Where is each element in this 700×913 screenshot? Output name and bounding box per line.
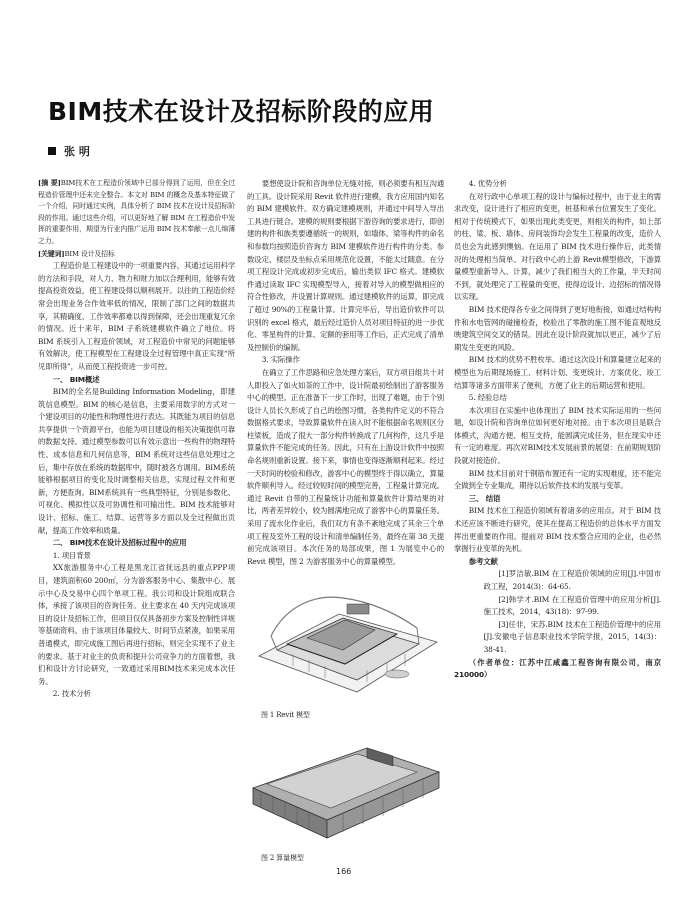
article-title: BIM技术在设计及招标阶段的应用 [48, 97, 435, 126]
keywords-text: BIM 设计及招标 [64, 249, 115, 258]
subsection-2-2-heading: 2. 技术分析 [52, 689, 91, 699]
reference-item: [2]韩学才.BIM 在工程造价管理中的应用分析[J].施工技术，2014，43(18)：97-99. [483, 594, 661, 617]
abstract [38, 178, 235, 248]
figure-1-revit-model [247, 574, 444, 707]
subsection-2-4-paragraph-2: BIM 技术使得各专业之间得到了更好地衔接，如通过结构构件和水电管网的碰撞检查，校验出了零散的施工图不能直观地反映建筑空间交叉的错误。因此在设计阶段就加以更正，减少了后期发生变更的风险。 [454, 304, 661, 352]
subsection-2-4-paragraph-1: 在对行政中心单项工程的设计与编标过程中，由于业主的需求改变，设计进行了相应的变更，桩基和承台位置发生了变化。相对于传统模式下，如果出现此类变更，则相关的构件，如上部的柱、梁、板、墙体、房间装饰均会发生工程量的改变，造价人员也会为此感到懊恼。在运用了 BIM 技术进行操作后，此类情况的处理相当简单。对行政中心的上游 Revit模型修改，下游算量模型重新导入、计算，减少了我们相当大的工作量，半天时间不到，就处理完了工程量的变更，使得边设计、边招标的情况得以实现。 [454, 191, 661, 302]
intro-paragraph: 工程造价是工程建设中的一项重要内容，其通过运用科学的方法和手段，对人力、物力和财力加以合理利用，能够有效提高投资效益，使工程建设得以顺利展开。以往的工程造价经常会出现业务合作效率低的情况，限制了部门之间的数据共享，其精确度、工作效率都难以得到保障，还会出现重复冗余的情况。近十来年，BIM 子系统建模软件确立了地位。将 BIM 系统引入工程造价领域，对工程造价中常见的问题能够有效解决，使工程模型在工程建设全过程管理中真正实现“所见即所得”，从而使工程投资进一步可控。 [38, 261, 235, 371]
subsection-2-5-heading: 5. 经验总结 [468, 393, 507, 403]
section-1-paragraph: BIM的全名是Building Information Modeling，即建筑信息模型。BIM 的核心是信息，主要采用数字的方式对一个建设项目的功能性和物理性进行表达。其既能为项目的信息共享提供一个资源平台，也能为项目建设的相关决策提供可靠的数据支持。通过模型参数可以有效示意出一些构件的物理特性、成本信息和几何信息等，BIM 系统对这些信息处理过之后，集中存放在系统的数据库中，随时被各方调用。BIM系统能够根据项目的变化及时调整相关信息，实现过程文件和更新，方便查询。BIM系统具有一些典型特征，分别是参数化、可视化、模拟性以及可协调性和可输出性。BIM 技术能够对设计、招标、施工、结算、运营等多方面以及全过程做出贡献，提高工作效率和质量。 [38, 387, 235, 535]
section-2-heading: 二、 BIM技术在设计及招标过程中的应用 [52, 538, 187, 548]
keywords-label: [关键词] [38, 249, 65, 258]
references-heading: 参考文献 [468, 556, 498, 566]
subsection-2-5-paragraph-1: 本次项目在实施中也体现出了 BIM 技术实际运用的一些问题，如设计院和咨询单位如何更好地对接。由于本次项目是联合体模式，沟通方便、相互支持，能圆满完成任务，但在现实中还有一定的难度。再次对BIM技术发展前景的展望：在前期规划阶段就对接造价。 [454, 405, 661, 466]
section-3-paragraph: BIM 技术在工程造价领域有着诸多的应用点。对于 BIM 技术还应该不断进行研究，使其在提高工程造价的总体水平方面发挥出更重要的作用。提前对 BIM 技术整合应用的企业，也必然掌握行业变革的先机。 [454, 506, 661, 554]
subsection-2-4-heading: 4. 优势分析 [468, 179, 507, 188]
revit-model-drawing [247, 574, 444, 702]
subsection-2-5-paragraph-2: BIM 技术目前对于钢筋布置还有一定的实现难度，还不能完全做到全专业集成，期待以后软件技术的发展与变革。 [454, 468, 661, 491]
abstract-label: [摘 要] [38, 179, 61, 187]
subsection-2-1-paragraph: XX旅游服务中心工程是黑龙江省抚远县的重点PPP项目，建筑面积60 200㎡，分为游客服务中心、集散中心、展示中心及交易中心四个单项工程。我公司和设计院组成联合体，承接了该项目的咨询任务。业主要求在 40 天内完成该项目的设计及招标工作，但项目仅仅具备初步方案及控制性详规等基础资料。由于该项目体量较大、时间节点紧凑，如果采用普通模式，即完成施工图后再进行招标，则完全实现不了业主的要求。基于对业主的负责和提升公司竞争力的方面着想，我们和设计方讨论研究，一致通过采用BIM技术来完成本次任务。 [38, 563, 235, 686]
author-affiliation: （作者单位：江苏中江咸鑫工程咨询有限公司，南京 210000） [454, 657, 661, 680]
square-bullet-icon [48, 147, 56, 155]
column-left [38, 178, 235, 701]
section-3-heading: 三、 结语 [468, 493, 501, 503]
quantity-model-drawing [247, 728, 444, 846]
subsection-2-3-heading: 3. 实际操作 [261, 355, 300, 365]
subsection-2-1-heading: 1. 项目背景 [52, 550, 91, 560]
figure-1-caption: 图 1 Revit 模型 [261, 711, 310, 719]
reference-item: [1]罗洁敏.BIM 在工程造价领域的应用[J].中国市政工程，2014(3)：64-65. [483, 569, 661, 591]
column-middle [247, 178, 444, 865]
keywords [38, 248, 235, 261]
section-1-heading: 一、 BIM概述 [52, 374, 100, 384]
reference-item: [3]任非，宋苏.BIM 技术在工程造价管理中的应用[J].安徽电子信息职业技术学院学报，2015，14(3)：38-41. [483, 619, 661, 654]
figure-2-caption: 图 2 算量模型 [261, 854, 304, 863]
figure-2-quantity-model [247, 728, 444, 851]
author-name: 张 明 [64, 145, 90, 158]
subsection-2-3-paragraph: 在确立了工作思路和应急处理方案后，双方项目组共十对人即投入了如火如荼的工作中，设计院最初绘制出了游客服务中心的模型。正在准备下一步工作时，出现了难题，由于个别设计人员长久形成了自己的绘图习惯，各类构件定义的不符合数据格式要求，导致算量软件在读入时不能根据命名规则区分柱梁板，造成了很大一部分构件转换成了几何构件，这几乎是算量软件不能完成的任务。因此，只有在上游设计软件中按照命名规则重新设置。接下来，事情也变得逐渐顺利起来。经过一天时间的校验和修改，游客中心的模型终于得以确立，算量软件顺利导入。经过较短时间的模型完善，工程量计算完成。通过 Revit 自带的工程量统计功能和算量软件计算结果的对比，两者差异较小，较为圆满地完成了游客中心的算量任务。采用了流水化作业后，我们双方有条不紊地完成了其余三个单项工程及室外工程的设计和清单编制任务，最终在第 38 天提前完成该项目。本次任务的局部成果，图 1 为展览中心的 Revit 模型，图 2 为游客服务中心的算量模型。 [247, 367, 444, 566]
subsection-2-2-paragraph: 要想使设计院和咨询单位无缝对接，则必须要有相互沟通的工具。设计院采用 Revit 软件进行建模，我方应用国内知名的 BIM 建模软件。双方确定建模规则，并通过中间导入导出工具进行链合。建模的规则要根据下游咨询的要求进行，即创建的构件和族类要遵循统一的规则，如墙体、梁等构件的命名和参数均按照造价咨询方 BIM 建模软件进行构件的分类。参数设定、楼层及坐标点采用规范化设置，不能太过随意。在分项工程设计完成或初步完成后，输出类似 IFC 格式。建模软件通过读取 IFC 实现模型导入，接着对导入的模型做相应的符合性修改，并设置计算规则。通过建模软件的运算，即完成了超过 90%的工程量计算。计算完毕后，导出造价软件可以识别的 excel 格式，最后经过造价人员对项目特征的进一步优化、零星构件的计算、定额的套用等工作后，正式完成了清单及控制价的编制。 [247, 179, 444, 352]
subsection-2-4-paragraph-3: BIM 技术的优势不胜枚举。通过这次设计和算量建立起来的模型也为后期现场施工、材料计划、变更统计、方案优化、竣工结算等诸多方面带来了便利，方便了业主的后期运营和使用。 [454, 355, 661, 390]
page-number: 166 [336, 867, 352, 876]
author-line [48, 143, 90, 159]
column-right [454, 178, 661, 682]
abstract-text: BIM技术在工程造价领域中已部分得到了运用，但在全过程造价管理中还未完全整合。本文对 BIM 的概念及基本特征做了一个介绍，同时通过实例，具体分析了 BIM 技术在设计及招标阶段的作用。通过这些介绍，可以更好地了解 BIM 在工程造价中发挥的重要作用，期望为行业内推广运用 BIM 技术奉献一点儿绵薄之力。 [38, 179, 235, 245]
